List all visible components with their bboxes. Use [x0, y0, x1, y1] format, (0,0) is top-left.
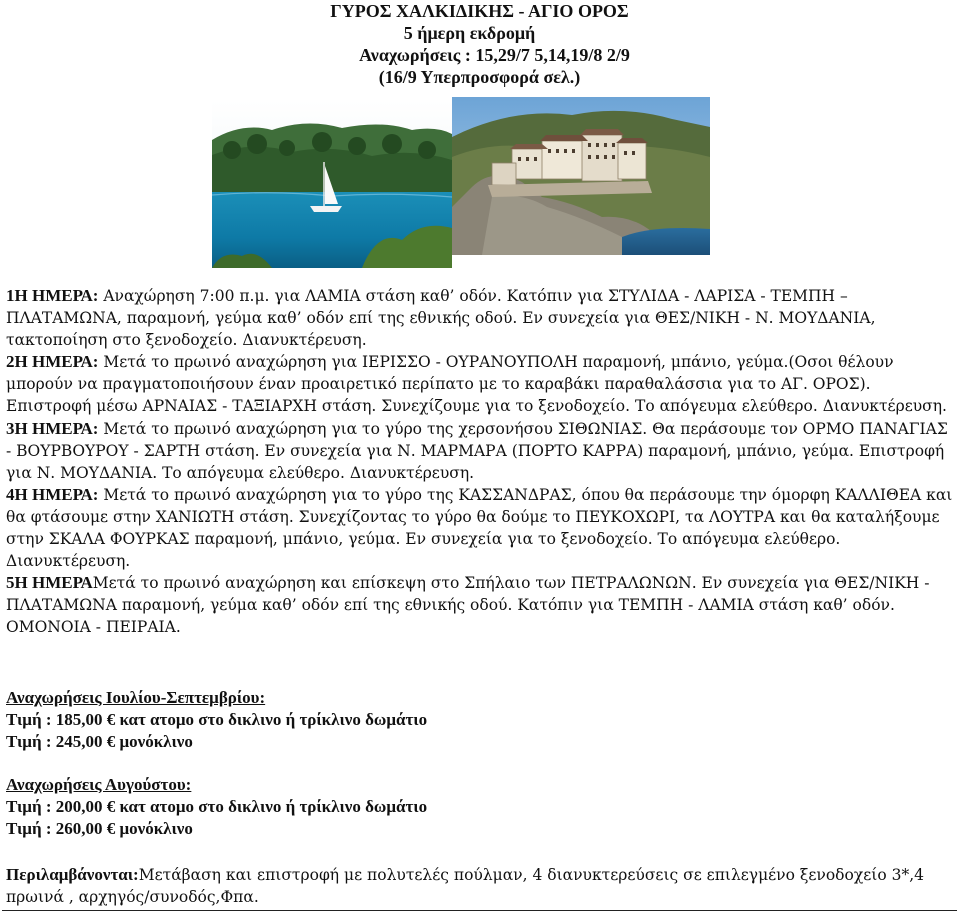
day-2-text: Μετά το πρωινό αναχώρηση για ΙΕΡΙΣΣΟ - ΟΥΡΑΝΟΥΠΟΛΗ παραμονή, μπάνιο, γεύμα.(Οσοι θέλουν μπορούν να πραγματοποιήσουν έναν προαιρετικό περίπατο με το καραβάκι παραθαλάσσια για το ΑΓ. ΟΡΟΣ). Επιστροφή μέσω ΑΡΝΑΙΑΣ - ΤΑΞΙΑΡΧΗ στάση. Συνεχίζουμε για το ξενοδοχείο. Το απόγευμα ελεύθερο. Διανυκτέρευση.: [6, 353, 947, 416]
day-4-label: 4Η ΗΜΕΡΑ:: [6, 484, 99, 504]
day-4-text: Μετά το πρωινό αναχώρηση για το γύρο της ΚΑΣΣΑΝΔΡΑΣ, όπου θα περάσουμε την όμορφη ΚΑΛΛΙΘΕΑ και θα φτάσουμε στην ΧΑΝΙΩΤΗ στάση. Συνεχίζοντας το γύρο θα δούμε το ΠΕΥΚΟΧΩΡΙ, τα ΛΟΥΤΡΑ και θα καταλήξουμε στην ΣΚΑΛΑ ΦΟΥΡΚΑΣ παραμονή, μπάνιο, γεύμα. Εν συνεχεία για το ξενοδοχείο. Το απόγευμα ελεύθερο. Διανυκτέρευση.: [6, 485, 953, 571]
pricing-july-sept-heading: Αναχωρήσεις Ιουλίου-Σεπτεμβρίου:: [6, 688, 266, 707]
inclusions-text: Μετάβαση και επιστροφή με πολυτελές πούλμαν, 4 διανυκτερεύσεις σε επιλεγμένο ξενοδοχείο 3*,4 πρωινά , αρχηγός/συνοδός,Φπα.: [6, 866, 925, 906]
day-1-text: Αναχώρηση 7:00 π.μ. για ΛΑΜΙΑ στάση καθ’ οδόν. Κατόπιν για ΣΤΥΛΙΔΑ - ΛΑΡΙΣΑ - ΤΕΜΠΗ – ΠΛΑΤΑΜΩΝΑ, παραμονή, γεύμα καθ’ οδόν επί της εθνικής οδού. Εν συνεχεία για ΘΕΣ/ΝΙΚΗ - Ν. ΜΟΥΔΑΝΙΑ, τακτοποίηση στο ξενοδοχείο. Διανυκτέρευση.: [6, 287, 876, 350]
day-3-label: 3Η ΗΜΕΡΑ:: [6, 418, 99, 438]
itinerary: [6, 285, 956, 639]
price-july-sept-single: Τιμή : 245,00 € μονόκλινο: [6, 732, 193, 751]
pricing: [6, 687, 956, 840]
day-5-text: Μετά το πρωινό αναχώρηση και επίσκεψη στο Σπήλαιο των ΠΕΤΡΑΛΩΝΩΝ. Εν συνεχεία για ΘΕΣ/ΝΙΚΗ - ΠΛΑΤΑΜΩΝΑ παραμονή, γεύμα καθ’ οδόν επί της εθνικής οδού. Κατόπιν για ΤΕΜΠΗ - ΛΑΜΙΑ στάση καθ’ οδόν. ΟΜΟΝΟΙΑ - ΠΕΙΡΑΙΑ.: [6, 574, 930, 637]
bottom-rule: [2, 910, 957, 911]
day-2: [6, 351, 956, 417]
day-5: [6, 572, 956, 638]
day-1-label: 1Η ΗΜΕΡΑ:: [6, 286, 99, 305]
day-1: [6, 285, 956, 351]
day-3-text: Μετά το πρωινό αναχώρηση για το γύρο της χερσονήσου ΣΙΘΩΝΙΑΣ. Θα περάσουμε τον ΟΡΜΟ ΠΑΝΑΓΙΑΣ - ΒΟΥΡΒΟΥΡΟΥ - ΣΑΡΤΗ στάση. Εν συνεχεία για Ν. ΜΑΡΜΑΡΑ (ΠΟΡΤΟ ΚΑΡΡΑ) παραμονή, μπάνιο, γεύμα. Επιστροφή για Ν. ΜΟΥΔΑΝΙΑ. Το απόγευμα ελεύθερο. Διανυκτέρευση.: [6, 419, 948, 482]
lake-sailboat-photo: [212, 100, 452, 268]
departure-dates: Αναχωρήσεις : 15,29/7 5,14,19/8 2/9: [359, 45, 630, 65]
tour-title: ΓΥΡΟΣ ΧΑΛΚΙΔΙΚΗΣ - ΑΓΙΟ ΟΡΟΣ: [330, 1, 629, 21]
day-2-label: 2Η ΗΜΕΡΑ:: [6, 352, 99, 372]
price-august-double: Τιμή : 200,00 € κατ ατομο στο δικλινο ή τρίκλινο δωμάτιο: [6, 797, 428, 816]
tour-duration: 5 ήμερη εκδρομή: [403, 23, 536, 43]
special-offer-note: (16/9 Υπερπροσφορά σελ.): [378, 67, 581, 87]
inclusions: [6, 864, 956, 908]
inclusions-label: Περιλαμβάνονται:: [6, 865, 139, 884]
document-header: [0, 0, 959, 88]
price-august-single: Τιμή : 260,00 € μονόκλινο: [6, 819, 193, 838]
day-5-label: 5Η ΗΜΕΡΑ: [6, 573, 93, 593]
day-4: [6, 484, 956, 572]
price-july-sept-double: Τιμή : 185,00 € κατ ατομο στο δικλινο ή τρίκλινο δωμάτιο: [6, 710, 428, 729]
day-3: [6, 418, 956, 484]
pricing-august-heading: Αναχωρήσεις Αυγούστου:: [6, 775, 192, 794]
monastery-cliff-photo: [452, 97, 710, 255]
